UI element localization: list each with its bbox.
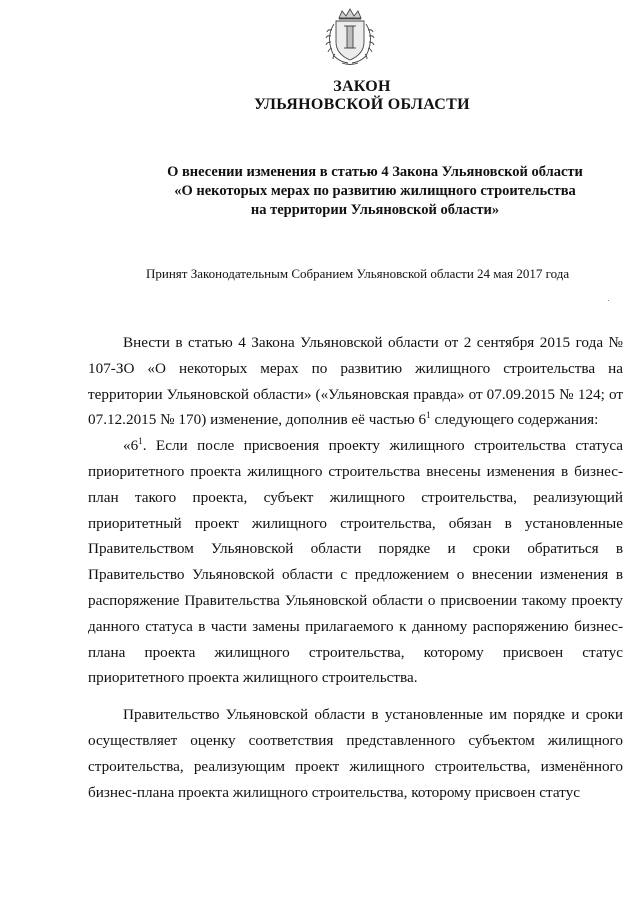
quoted-part-paragraph	[88, 433, 623, 691]
adoption-note: Принят Законодательным Собранием Ульяновской области 24 мая 2017 года	[146, 266, 570, 281]
heading-line1: О внесении изменения в статью 4 Закона Ульяновской области	[167, 164, 583, 180]
law-title-line2: УЛЬЯНОВСКОЙ ОБЛАСТИ	[254, 96, 470, 113]
quote-superscript: 1	[138, 436, 143, 447]
law-title	[0, 78, 640, 114]
intro-text-end: следующего содержания:	[430, 411, 599, 429]
coat-of-arms-icon	[322, 6, 378, 66]
heading-line2: «О некоторых мерах по развитию жилищного строительства	[174, 183, 576, 199]
intro-paragraph	[88, 330, 623, 433]
law-body	[88, 330, 623, 805]
quote-text: . Если после присвоения проекту жилищного строительства статуса приоритетного проекта жилищного строительства внесены изменения в бизнес-план такого проекта, субъект жилищного строительства, реализующий приоритетный проект жилищного строительства, обязан в установленные Правительством Ульяновской области порядке и сроки обратиться в Правительство Ульяновской области с предложением о внесении изменения в распоряжение Правительства Ульяновской области о присвоении такому проекту данного статуса в части замены прилагаемого к данному распоряжению бизнес-плана проекта жилищного строительства, которому присвоен статус приоритетного проекта жилищного строительства.	[88, 437, 623, 687]
second-paragraph: Правительство Ульяновской области в установленные им порядке и сроки осуществляет оценку соответствия представленного субъектом жилищного строительства, реализующим проект жилищного строительства, изменённого бизнес-плана проекта жилищного строительства, которому присвоен статус	[88, 706, 623, 801]
intro-superscript: 1	[426, 410, 431, 421]
scan-speck	[608, 300, 609, 301]
heading-line3: на территории Ульяновской области»	[250, 202, 500, 218]
quote-prefix: «6	[123, 437, 139, 455]
intro-text: Внести в статью 4 Закона Ульяновской области от 2 сентября 2015 года № 107-ЗО «О некоторых мерах по развитию жилищного строительства на территории Ульяновской области» («Ульяновская правда» от 07.09.2015 № 124; от 07.12.2015 № 170) изменение, дополнив её частью 6	[88, 334, 623, 429]
law-title-line1: ЗАКОН	[333, 78, 391, 95]
law-heading	[90, 163, 640, 220]
